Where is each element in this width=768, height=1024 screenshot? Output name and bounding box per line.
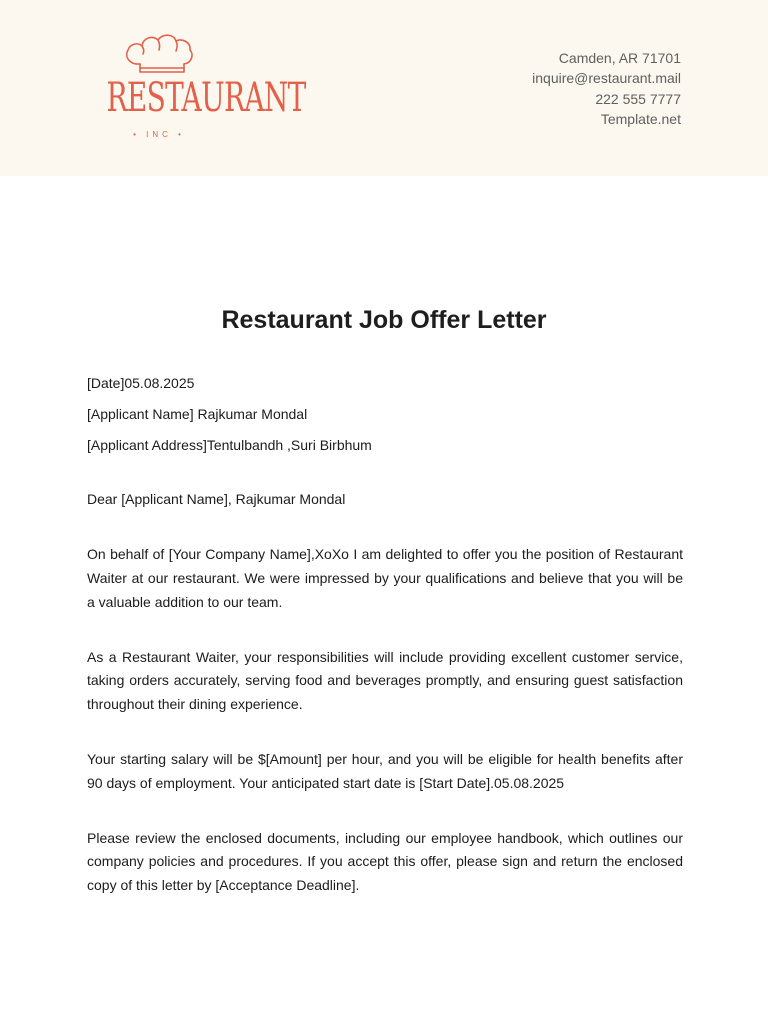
applicant-name-line: [Applicant Name] Rajkumar Mondal — [87, 405, 308, 422]
applicant-address-line: [Applicant Address]Tentulbandh ,Suri Birbhum — [87, 436, 372, 453]
contact-email: inquire@restaurant.mail — [532, 70, 681, 87]
contact-website: Template.net — [600, 110, 681, 127]
restaurant-logo — [84, 30, 306, 145]
paragraph-documents: Please review the enclosed documents, including our employee handbook, which outlines our company policies and procedures. If you accept this offer, please sign and return the enclosed copy of this letter by [Acceptance Deadline]. — [87, 829, 683, 894]
letterhead — [0, 0, 768, 176]
contact-address: Camden, AR 71701 — [558, 50, 681, 66]
letter-body — [87, 372, 683, 898]
paragraph-offer: On behalf of [Your Company Name],XoXo I am delighted to offer you the position of Restaurant Waiter at our restaurant. We were impressed by your qualifications and believe that you will be a valuable addition to our team. — [87, 546, 683, 610]
chef-hat-icon — [84, 30, 234, 80]
paragraph-salary: Your starting salary will be $[Amount] per hour, and you will be eligible for health benefits after 90 days of employment. Your anticipated start date is [Start Date].05.08.2025 — [87, 750, 683, 791]
logo-subtitle: • INC • — [133, 130, 185, 139]
date-line: [Date]05.08.2025 — [87, 375, 195, 391]
letter-title: Restaurant Job Offer Letter — [221, 306, 547, 334]
contact-block — [532, 48, 681, 129]
logo-wordmark: RESTAURANT — [106, 75, 306, 121]
salutation: Dear [Applicant Name], Rajkumar Mondal — [87, 491, 346, 508]
paragraph-responsibilities: As a Restaurant Waiter, your responsibilities will include providing excellent customer service, taking orders accurately, serving food and beverages promptly, and ensuring guest satisfaction throughout their dining experience. — [87, 648, 683, 713]
contact-phone: 222 555 7777 — [595, 90, 681, 107]
